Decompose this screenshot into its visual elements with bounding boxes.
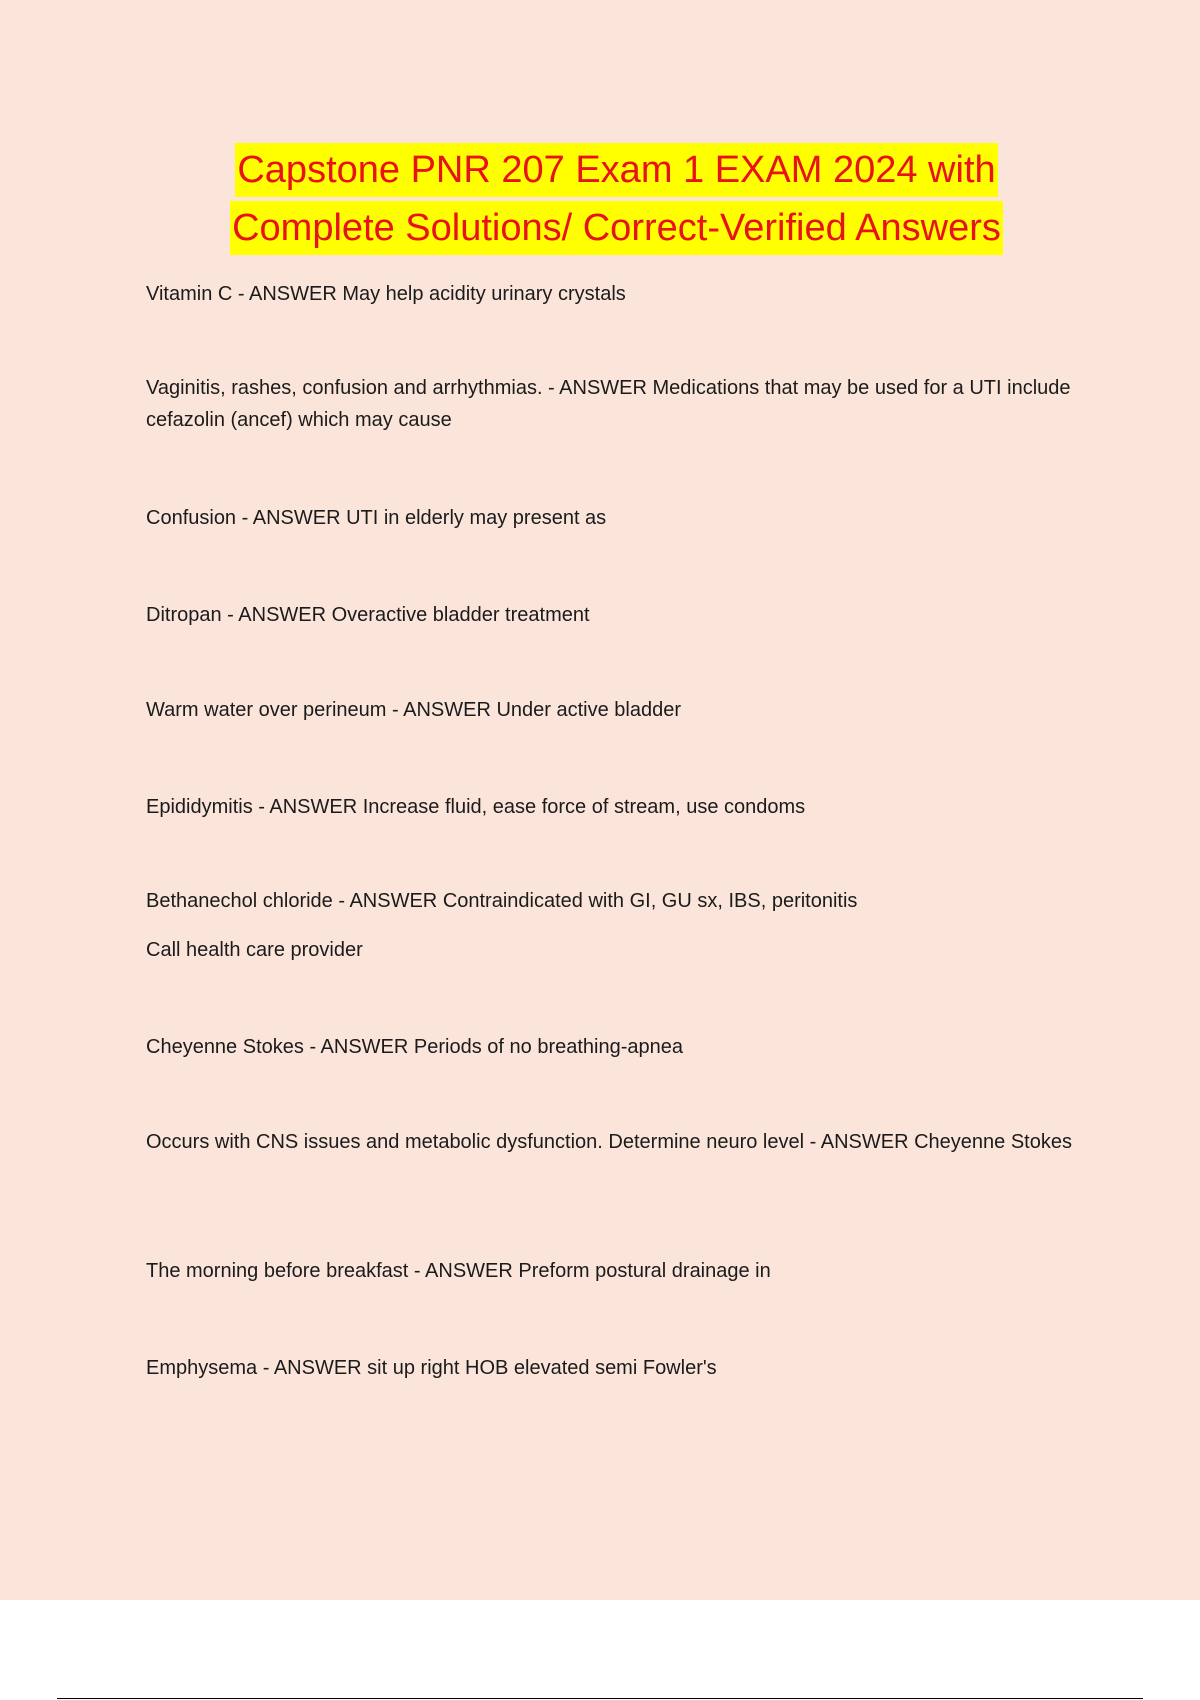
qa-entry	[146, 278, 1096, 310]
entry-question: Confusion	[146, 507, 237, 529]
entry-question: Vitamin C	[146, 283, 233, 305]
entry-answer: Preform postural drainage in	[518, 1260, 771, 1282]
title-line-1: Capstone PNR 207 Exam 1 EXAM 2024 with	[235, 143, 997, 197]
qa-entry	[146, 372, 1096, 436]
entry-answer: Overactive bladder treatment	[331, 604, 590, 626]
entry-answer: sit up right HOB elevated semi Fowler's	[367, 1357, 717, 1379]
entry-question: Warm water over perineum	[146, 699, 387, 721]
entry-answer: Periods of no breathing-apnea	[413, 1036, 683, 1058]
entry-question: Vaginitis, rashes, confusion and arrhythmias.	[146, 377, 543, 399]
entry-answer: Cheyenne Stokes	[914, 1131, 1072, 1153]
entry-question: Bethanechol chloride	[146, 890, 333, 912]
answer-separator: - ANSWER	[221, 604, 332, 626]
answer-separator: - ANSWER	[236, 507, 347, 529]
entry-question: The morning before breakfast	[146, 1260, 409, 1282]
qa-entry	[146, 599, 1096, 631]
answer-separator: - ANSWER	[252, 796, 363, 818]
qa-entry	[146, 1255, 1096, 1287]
entry-answer: Increase fluid, ease force of stream, use condoms	[362, 796, 806, 818]
entry-answer: Contraindicated with GI, GU sx, IBS, peritonitis	[442, 890, 858, 912]
qa-entry	[146, 791, 1096, 823]
entry-note-text: Call health care provider	[146, 939, 363, 961]
title-line-2: Complete Solutions/ Correct-Verified Answers	[230, 201, 1003, 255]
qa-entry	[146, 1126, 1096, 1158]
answer-separator: - ANSWER	[386, 699, 497, 721]
footer-divider	[57, 1698, 1143, 1699]
answer-separator: - ANSWER	[332, 890, 443, 912]
answer-separator: - ANSWER	[257, 1357, 368, 1379]
entry-question: Emphysema	[146, 1357, 258, 1379]
entry-answer: Under active bladder	[496, 699, 682, 721]
answer-separator: - ANSWER	[804, 1131, 915, 1153]
answer-separator: - ANSWER	[232, 283, 343, 305]
qa-entry	[146, 694, 1096, 726]
answer-separator: - ANSWER	[303, 1036, 414, 1058]
entry-answer: May help acidity urinary crystals	[342, 283, 626, 305]
entry-question: Occurs with CNS issues and metabolic dysfunction. Determine neuro level	[146, 1131, 805, 1153]
qa-entry	[146, 885, 1096, 917]
entry-question: Cheyenne Stokes	[146, 1036, 304, 1058]
answer-separator: - ANSWER	[542, 377, 653, 399]
qa-entry	[146, 502, 1096, 534]
entry-question: Epididymitis	[146, 796, 253, 818]
qa-entry	[146, 1031, 1096, 1063]
document-title	[0, 143, 1200, 259]
qa-entry	[146, 1352, 1096, 1384]
entry-note	[146, 934, 1096, 966]
entry-question: Ditropan	[146, 604, 222, 626]
entry-answer: UTI in elderly may present as	[346, 507, 607, 529]
entry-answer: Medications that may be used for a UTI include cefazolin (ancef) which may cause	[146, 377, 1071, 431]
answer-separator: - ANSWER	[408, 1260, 519, 1282]
